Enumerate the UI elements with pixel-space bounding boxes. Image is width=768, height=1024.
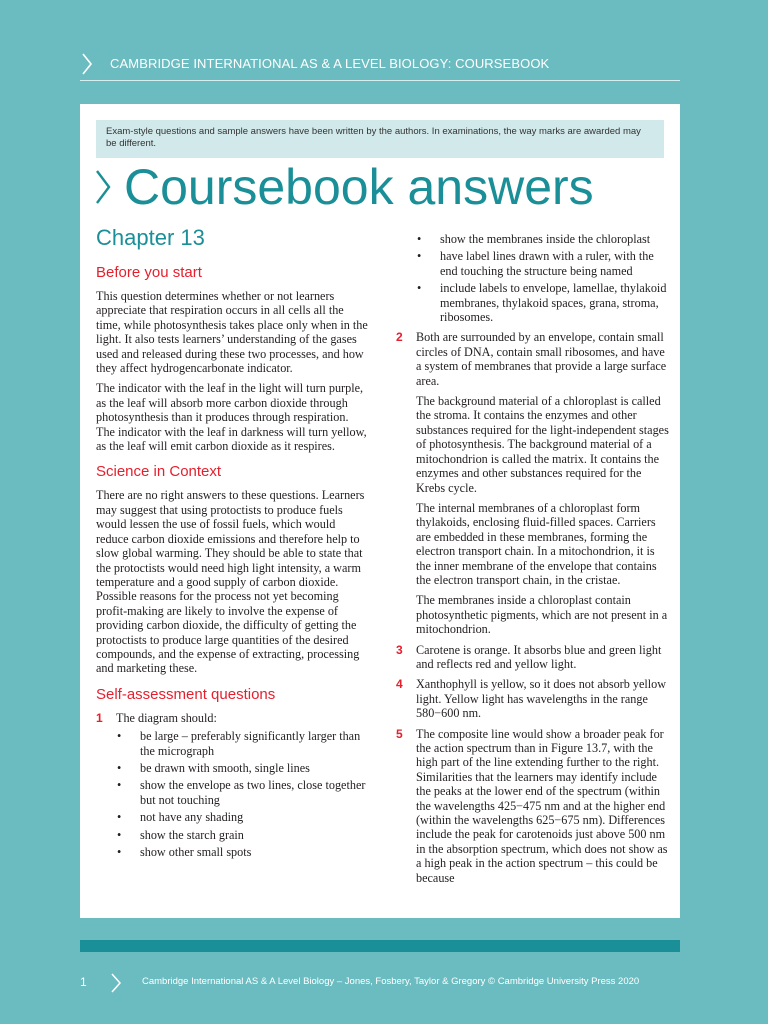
paragraph: The membranes inside a chloroplast contain photosynthetic pigments, which are not present in a mitochondrion. (416, 593, 668, 637)
list-item: • show the membranes inside the chloroplast (416, 232, 670, 246)
document-title (94, 156, 594, 218)
question-number: 5 (396, 726, 403, 741)
footer-bar (80, 940, 680, 952)
copyright-citation: Cambridge International AS & A Level Biology – Jones, Fosbery, Taylor & Gregory © Cambridge University Press 2020 (142, 976, 640, 987)
book-title: CAMBRIDGE INTERNATIONAL AS & A LEVEL BIOLOGY: COURSEBOOK (110, 56, 550, 71)
question-number: 1 (96, 710, 103, 725)
list-item: • not have any shading (116, 810, 368, 824)
chapter-heading: Chapter 13 (96, 225, 205, 250)
paragraph: The indicator with the leaf in the light will turn purple, as the leaf will absorb more carbon dioxide through photosynthesis than it produces through respiration. The indicator with the leaf in darkness will turn yellow, as the leaf will emit carbon dioxide as it respires. (96, 381, 367, 454)
question-number: 2 (396, 330, 403, 345)
paragraph: Carotene is orange. It absorbs blue and green light and reflects red and yellow light. (416, 642, 662, 671)
list-item: • show the starch grain (116, 828, 368, 842)
section-heading-before: Before you start (96, 264, 202, 281)
paragraph: Xanthophyll is yellow, so it does not absorb yellow light. Yellow light has wavelengths in the range 580−600 nm. (416, 677, 667, 721)
page-number: 1 (80, 975, 87, 989)
list-item: • show the envelope as two lines, close together but not touching (116, 778, 368, 807)
chevron-right-icon (80, 52, 94, 76)
paragraph: The composite line would show a broader peak for the action spectrum than in Figure 13.7, with the high part of the line extending further to the right. Similarities that the learners may identify include the peaks at the lower end of the spectrum (within the wavelengths 425−475 nm and at the higher end (within the wavelengths 625−675 nm). Differences include the peak for carotenoids just above 500 nm in the absorption spectrum, which does not show as a high peak in the action spectrum – this could be because (416, 726, 668, 885)
list-item: • show other small spots (116, 845, 368, 859)
question-5 (396, 726, 670, 885)
paragraph: There are no right answers to these questions. Learners may suggest that using protoctists to produce fuels would lessen the use of fossil fuels, which would reduce carbon dioxide emissions and therefore help to slow global warming. They should be able to state that the protoctists would need high light intensity, a warm temperature and a good supply of carbon dioxide. Possible reasons for the process not yet becoming profit-making are likely to involve the expense of providing carbon dioxide, the difficulty of getting the protoctists to produce large quantities of the desired compounds, and the expense of extracting, processing and marketing these. (96, 488, 365, 676)
list-item: • include labels to envelope, lamellae, thylakoid membranes, thylakoid spaces, grana, stroma, ribosomes. (416, 281, 670, 324)
list-item: • be drawn with smooth, single lines (116, 761, 368, 775)
question-1 (96, 710, 368, 860)
right-column (396, 232, 670, 891)
document-title-text: Coursebook answers (124, 159, 594, 215)
question-number: 3 (396, 642, 403, 657)
list-item: • have label lines drawn with a ruler, with the end touching the structure being named (416, 249, 670, 278)
paragraph: This question determines whether or not learners appreciate that respiration occurs in all cells all the time, while photosynthesis takes place only when in the light. It also tests learners’ understanding of the gases used and released during these two processes, and how they affect hydrogencarbonate indicator. (96, 289, 368, 376)
chevron-right-icon (94, 168, 112, 206)
list-item: • be large – preferably significantly larger than the micrograph (116, 729, 368, 758)
header-divider (80, 80, 680, 81)
chevron-right-icon (110, 972, 122, 994)
bullet-list (116, 729, 368, 859)
question-4 (396, 677, 670, 721)
question-3 (396, 642, 670, 672)
paragraph: Both are surrounded by an envelope, contain small circles of DNA, contain small ribosomes, and have a system of membranes that provide a large surface area. (416, 330, 667, 388)
page-content (80, 104, 680, 918)
question-intro: The diagram should: (116, 710, 217, 725)
section-heading-saq: Self-assessment questions (96, 685, 276, 703)
bullet-list-continued (416, 232, 670, 324)
section-heading-science: Science in Context (96, 463, 222, 481)
question-number: 4 (396, 677, 403, 692)
footer (80, 972, 680, 996)
left-column (96, 224, 368, 862)
paragraph: The background material of a chloroplast is called the stroma. It contains the enzymes and other substances required for the light-independent stages of photosynthesis. The background material of a mitochondrion is called the matrix. It contains the enzymes and other substances required for the Krebs cycle. (416, 394, 669, 495)
question-2 (396, 330, 670, 637)
paragraph: The internal membranes of a chloroplast form thylakoids, enclosing fluid-filled spaces. Carriers are embedded in these membranes, forming the electron transport chain. In a mitochondrion, it is the inner membrane of the envelope that contains the electron transport chain, in the cristae. (416, 500, 657, 587)
running-header (80, 52, 680, 80)
exam-notice: Exam-style questions and sample answers have been written by the authors. In examinations, the way marks are awarded may be different. (96, 120, 664, 158)
